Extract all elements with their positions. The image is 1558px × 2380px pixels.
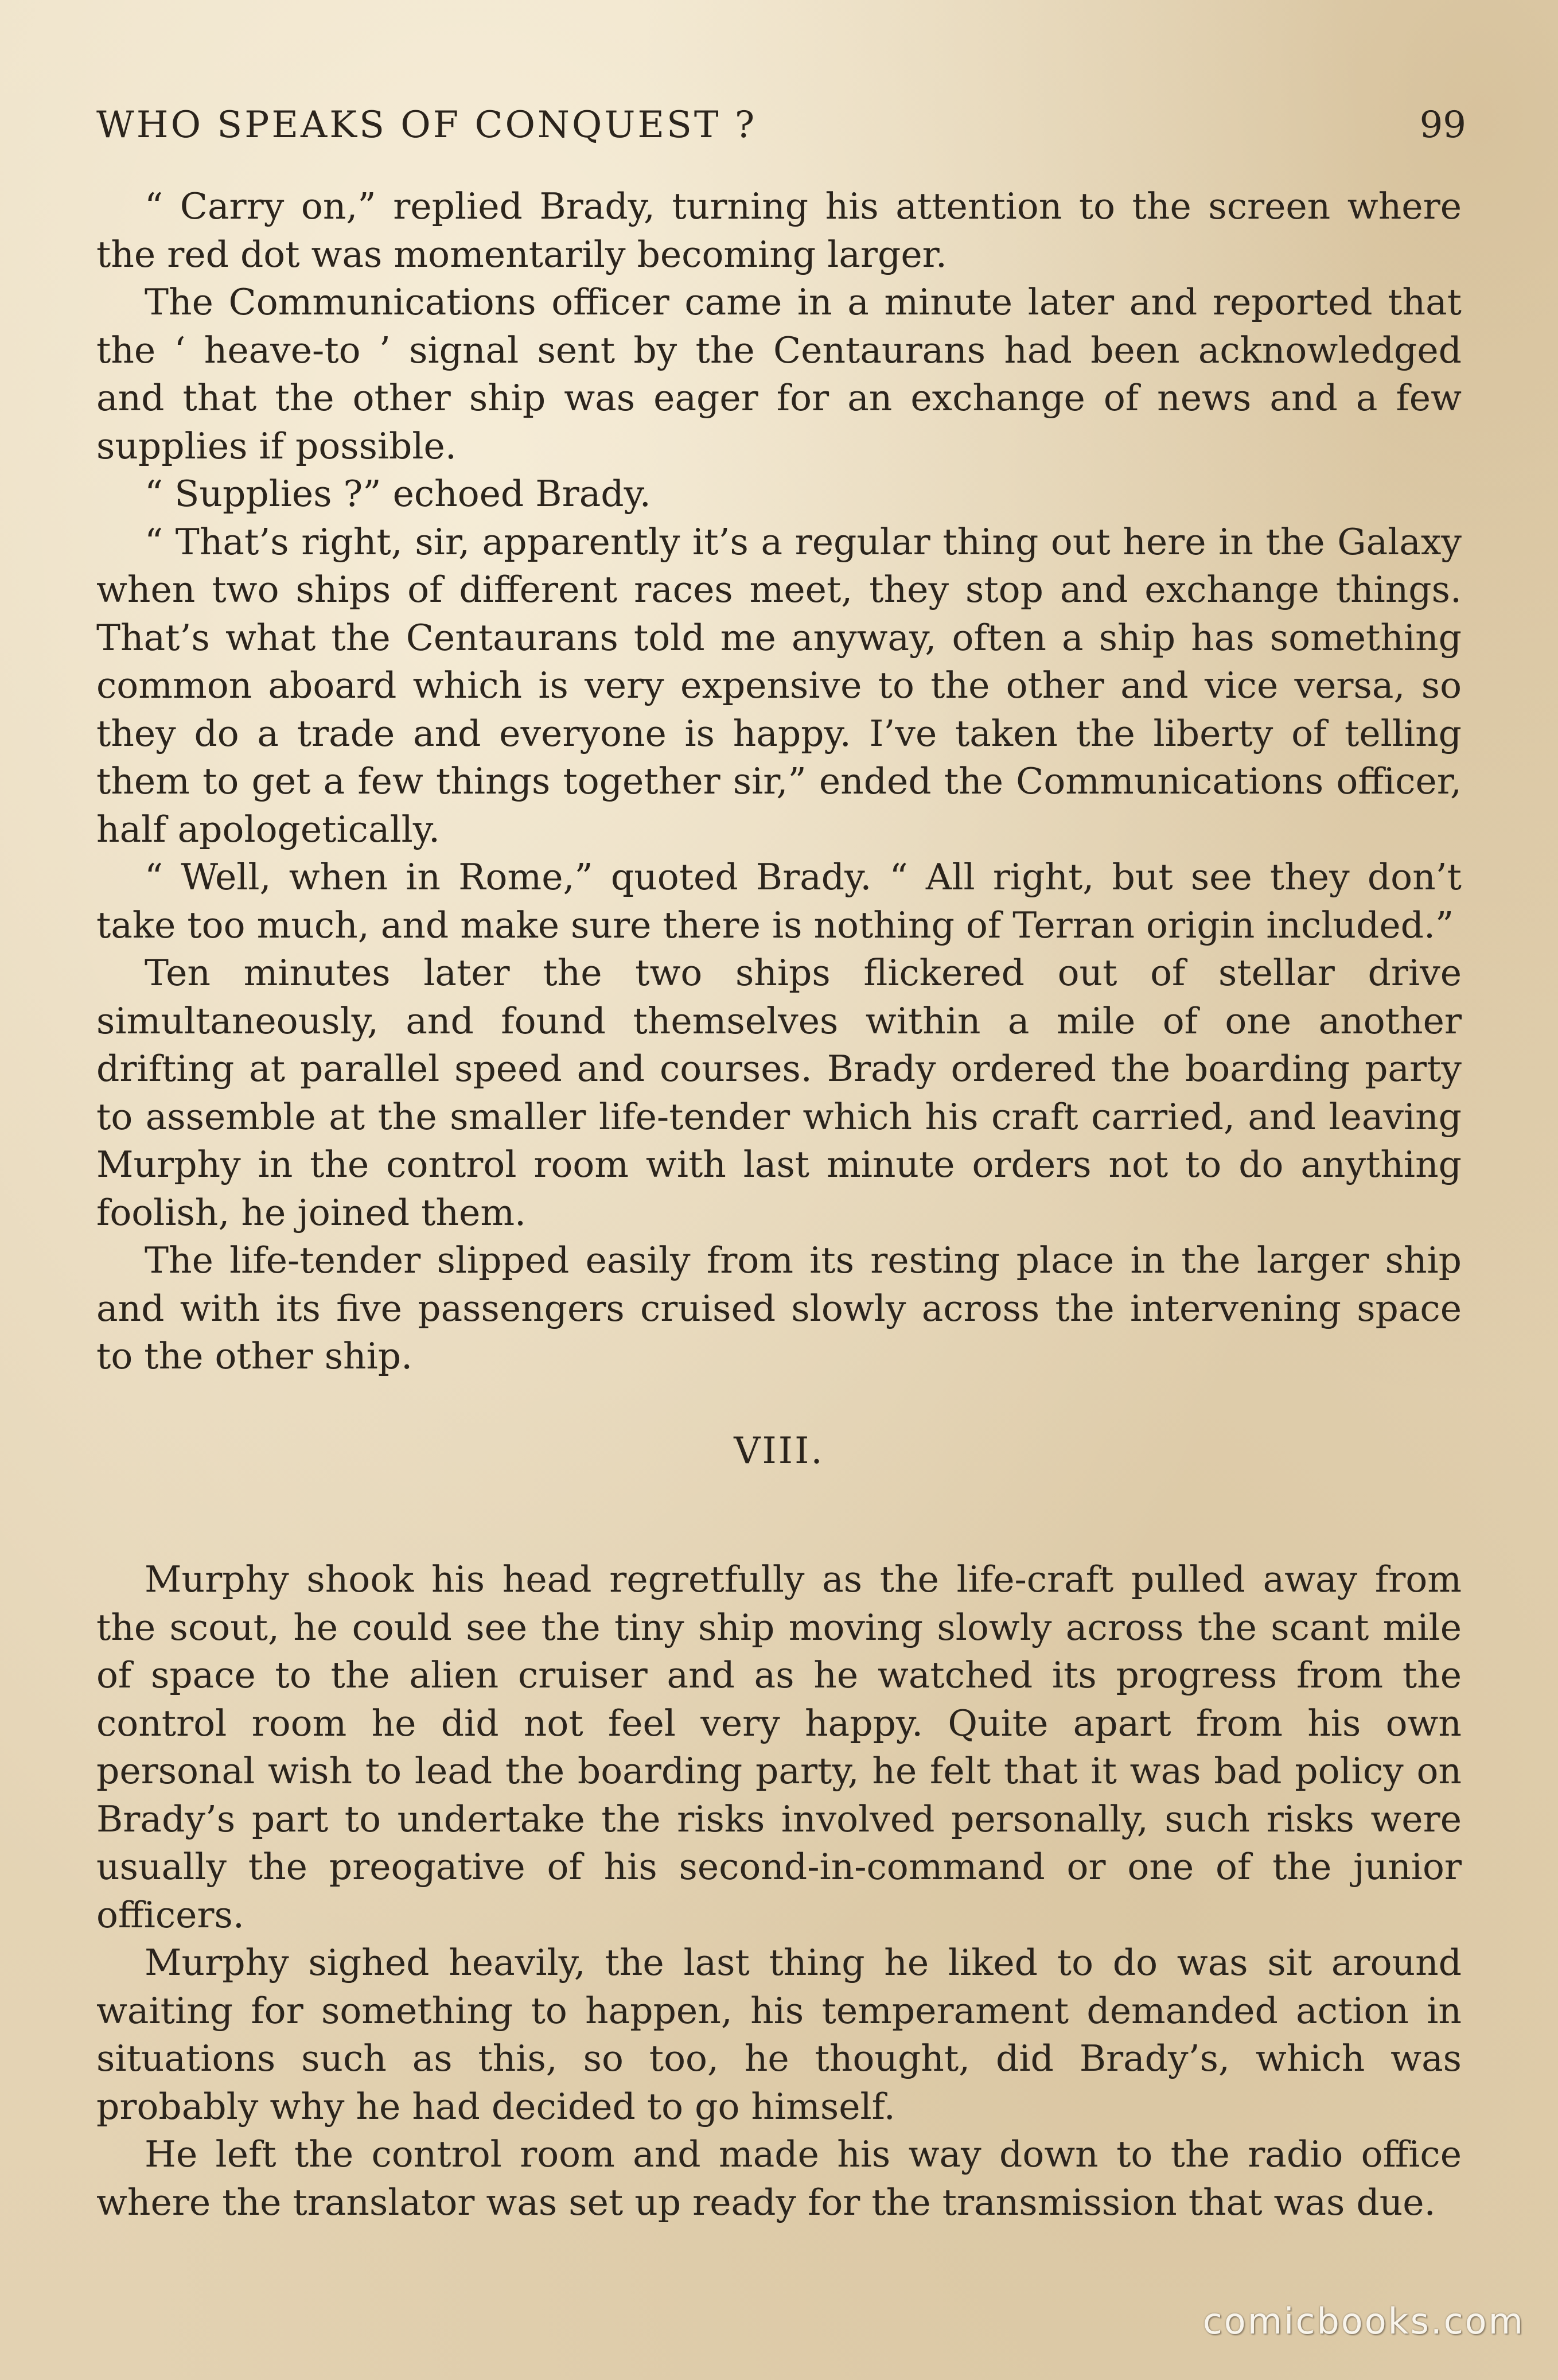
paragraph: “ That’s right, sir, apparently it’s a regular thing out here in the Galaxy when two ships of different races meet, they stop and exchange things. That’s what the Centaurans told me anyway, often a ship has something common aboard which is very expensive to the other and vice versa, so they do a trade and everyone is happy. I’ve taken the liberty of telling them to get a few things together sir,” ended the Communications officer, half apologetically. [96, 520, 1462, 850]
body-text [96, 182, 1462, 2226]
watermark: comicbooks.com [1202, 2300, 1525, 2342]
running-head-title: WHO SPEAKS OF CONQUEST ? [96, 104, 757, 146]
paragraph: He left the control room and made his way down to the radio office where the translator was set up ready for the transmission that was due. [96, 2133, 1462, 2223]
paragraph: “ Well, when in Rome,” quoted Brady. “ All right, but see they don’t take too much, and make sure there is nothing of Terran origin included.” [96, 856, 1462, 946]
paragraph: Murphy shook his head regretfully as the life-craft pulled away from the scout, he could see the tiny ship moving slowly across the scant mile of space to the alien cruiser and as he watched its progress from the control room he did not feel very happy. Quite apart from his own personal wish to lead the boarding party, he felt that it was bad policy on Brady’s part to undertake the risks involved personally, such risks were usually the preogative of his second-in-command or one of the junior officers. [96, 1558, 1462, 1936]
paragraph: Murphy sighed heavily, the last thing he liked to do was sit around waiting for something to happen, his temperament demanded action in situations such as this, so too, he thought, did Brady’s, which was probably why he had decided to go himself. [96, 1942, 1462, 2128]
running-head [96, 96, 1466, 154]
paragraph: The life-tender slipped easily from its resting place in the larger ship and with its five passengers cruised slowly across the intervening space to the other ship. [96, 1239, 1462, 1377]
paragraph: Ten minutes later the two ships flickered out of stellar drive simultaneously, and found themselves within a mile of one another drifting at parallel speed and courses. Brady ordered the boarding party to assemble at the smaller life-tender which his craft carried, and leaving Murphy in the control room with last minute orders not to do anything foolish, he joined them. [96, 952, 1462, 1234]
chapter-heading: VIII. [734, 1429, 824, 1472]
paragraph: The Communications officer came in a minute later and reported that the ‘ heave-to ’ signal sent by the Centaurans had been acknowledged and that the other ship was eager for an exchange of news and a few supplies if possible. [96, 281, 1462, 467]
paragraph: “ Supplies ?” echoed Brady. [145, 473, 651, 515]
paragraph: “ Carry on,” replied Brady, turning his attention to the screen where the red dot was momentarily becoming larger. [96, 185, 1462, 275]
page-number: 99 [1419, 104, 1466, 146]
